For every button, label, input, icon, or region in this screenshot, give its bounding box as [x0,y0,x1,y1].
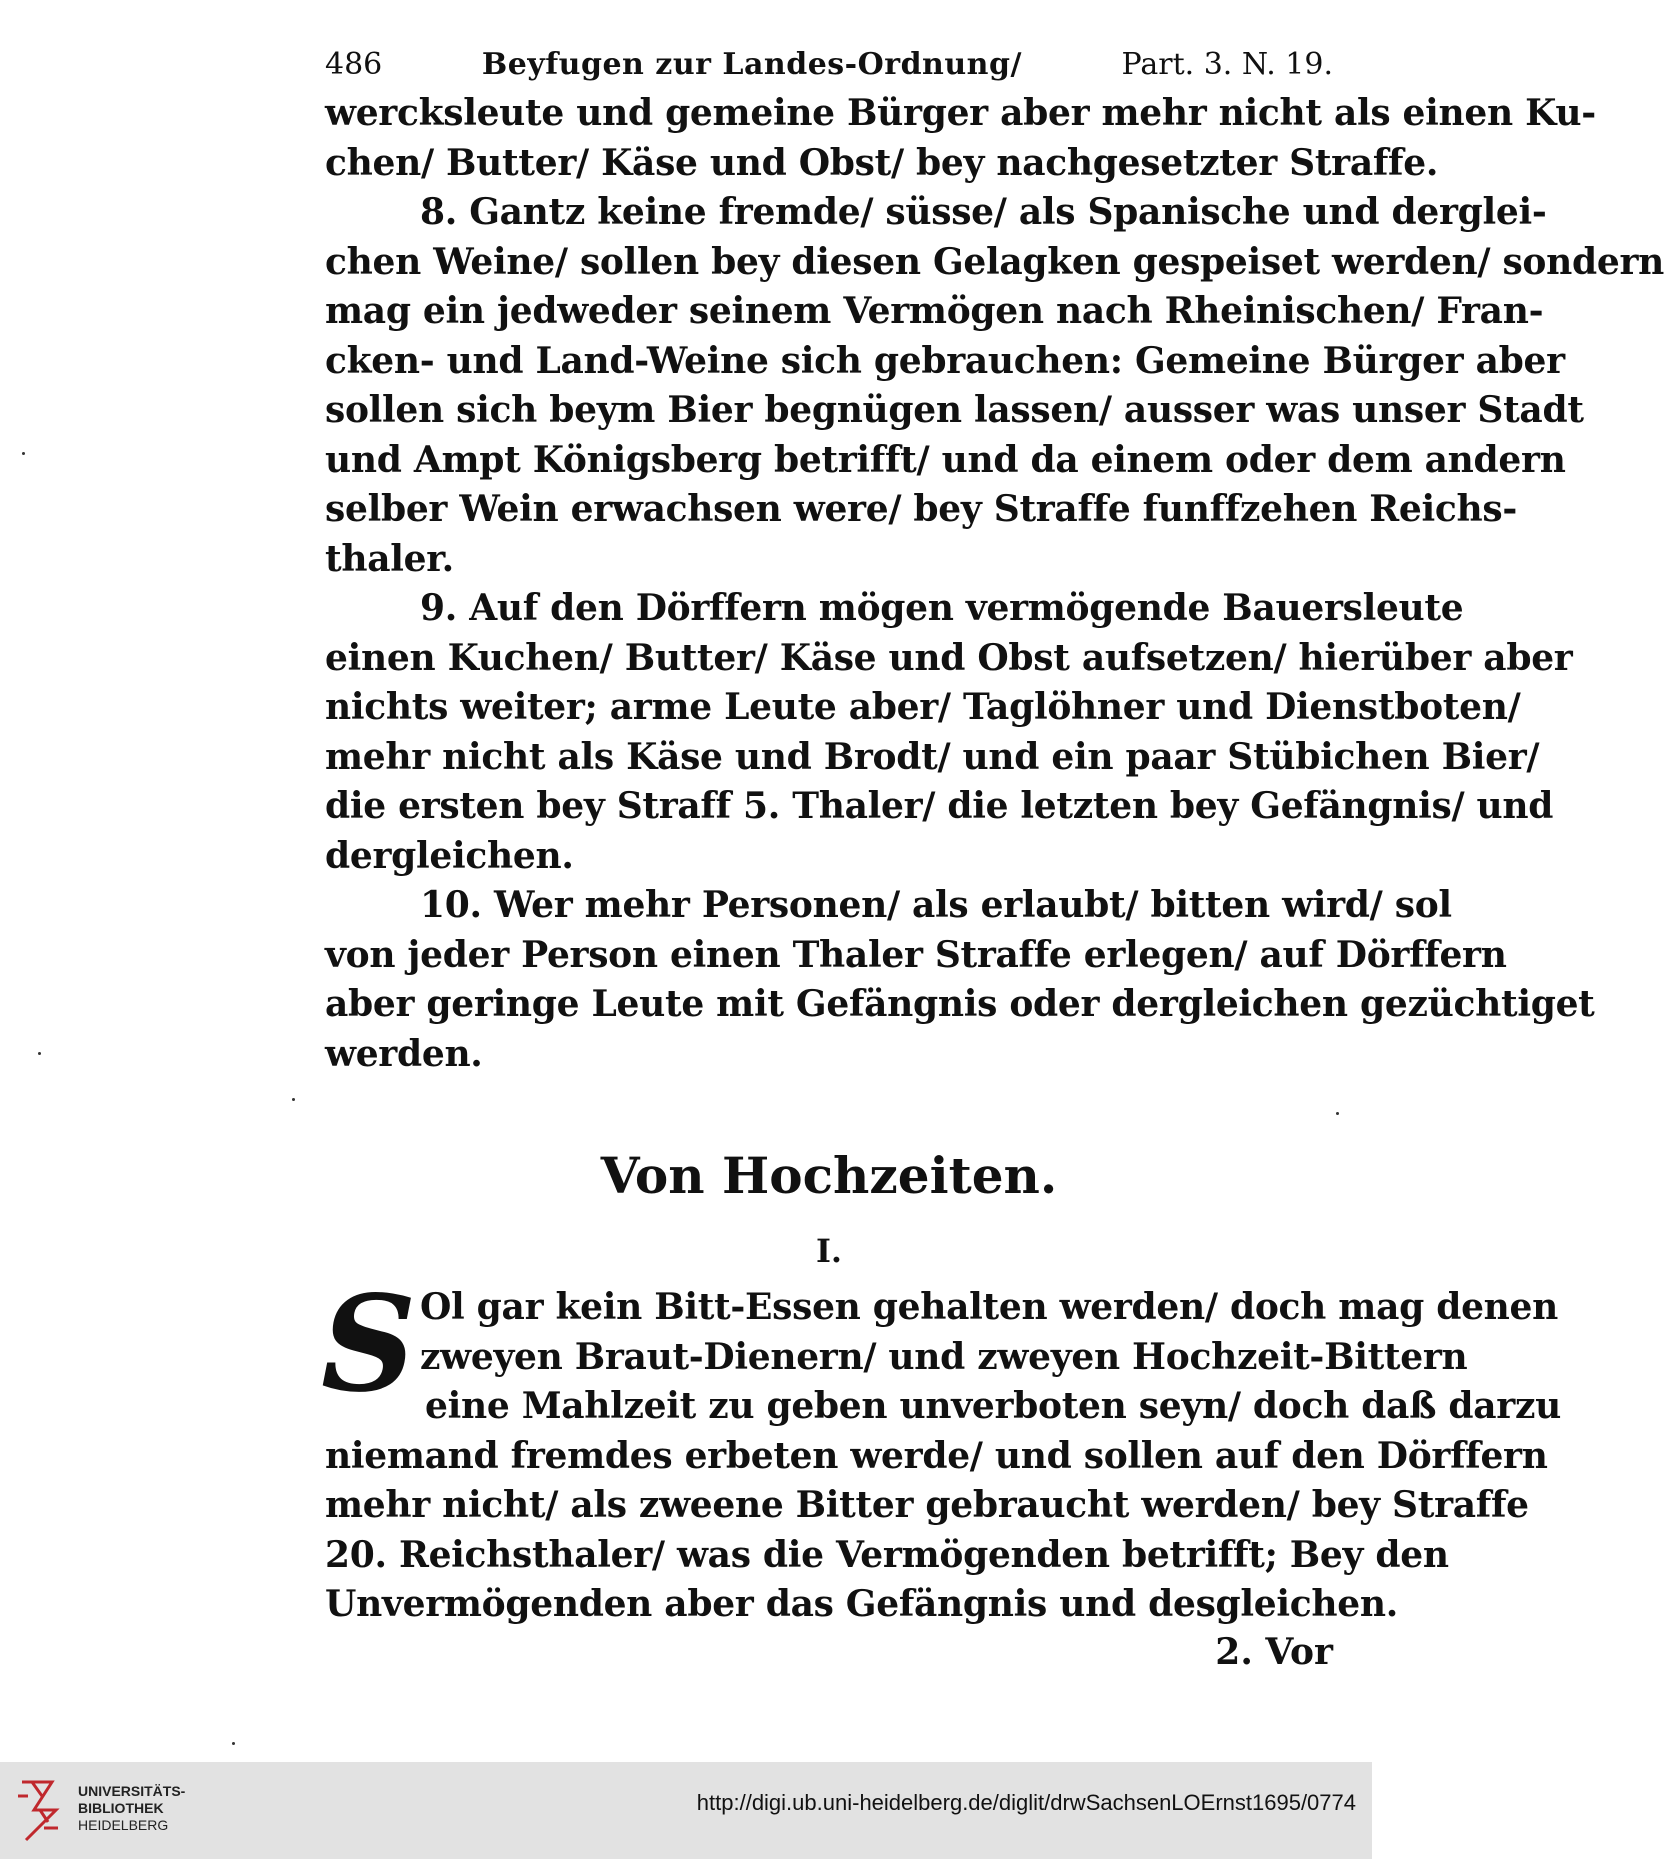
text-line: Unvermögenden aber das Gefängnis und desgleichen. [325,1583,1398,1625]
text-line: mehr nicht/ als zweene Bitter gebraucht werden/ bey Straffe [325,1484,1529,1526]
page-number: 486 [325,47,383,82]
text-line: nichts weiter; arme Leute aber/ Taglöhner und Dienstboten/ [325,686,1521,728]
text-line: von jeder Person einen Thaler Straffe erlegen/ auf Dörffern [325,933,1507,976]
text-line: cken- und Land-Weine sich gebrauchen: Gemeine Bürger aber [325,339,1565,382]
text-line: thaler. [325,537,454,580]
text-line: die ersten bey Straff 5. Thaler/ die letzten bey Gefängnis/ und [325,785,1554,827]
text-line: dergleichen. [325,834,574,877]
catchword: 2. Vor [1215,1630,1333,1673]
text-line: und Ampt Königsberg betrifft/ und da einem oder dem andern [325,438,1566,481]
library-name-line: BIBLIOTHEK [78,1800,164,1816]
library-logo-icon [14,1776,66,1846]
text-line: einen Kuchen/ Butter/ Käse und Obst aufsetzen/ hierüber aber [325,636,1573,679]
library-name-line: UNIVERSITÄTS- [78,1783,186,1799]
scan-speck [232,1742,235,1745]
article-number: I. [815,1232,843,1270]
text-line: aber geringe Leute mit Gefängnis oder dergleichen gezüchtiget [325,983,1595,1025]
text-line: chen Weine/ sollen bey diesen Gelagken gespeiset werden/ sondern [325,240,1664,283]
scan-speck [22,452,25,455]
text-line: wercksleute und gemeine Bürger aber mehr nicht als einen Ku- [325,92,1596,134]
library-name-line: HEIDELBERG [78,1817,169,1833]
text-line: eine Mahlzeit zu geben unverboten seyn/ doch daß darzu [425,1385,1561,1427]
section-reference: Part. 3. N. 19. [1121,47,1333,82]
running-title: Beyfugen zur Landes-Ordnung/ [481,47,1022,82]
text-line: 20. Reichsthaler/ was die Vermögenden betrifft; Bey den [325,1533,1449,1576]
permalink-url[interactable]: http://digi.ub.uni-heidelberg.de/diglit/drwSachsenLOErnst1695/0774 [696,1790,1356,1815]
page-text-block [321,45,1664,1674]
text-line: selber Wein erwachsen were/ bey Straffe funffzehen Reichs- [325,488,1518,530]
viewer-footer [0,1762,1372,1859]
text-line: sollen sich beym Bier begnügen lassen/ ausser was unser Stadt [325,389,1584,431]
scan-speck [292,1098,295,1101]
running-head [325,45,1333,85]
text-line: Ol gar kein Bitt-Essen gehalten werden/ doch mag denen [420,1286,1559,1328]
section-heading: Von Hochzeiten. [600,1146,1058,1205]
text-line: 10. Wer mehr Personen/ als erlaubt/ bitten wird/ sol [420,884,1452,926]
text-line: 9. Auf den Dörffern mögen vermögende Bauersleute [420,587,1464,629]
text-line: niemand fremdes erbeten werde/ und sollen auf den Dörffern [325,1434,1548,1477]
text-line: mehr nicht als Käse und Brodt/ und ein paar Stübichen Bier/ [325,735,1540,778]
text-line: werden. [325,1032,483,1075]
text-line: chen/ Butter/ Käse und Obst/ bey nachgesetzter Straffe. [325,141,1439,184]
text-line: mag ein jedweder seinem Vermögen nach Rheinischen/ Fran- [325,290,1544,332]
scan-speck [38,1052,41,1055]
scan-speck [1336,1112,1339,1115]
library-name [78,1783,185,1834]
text-line: 8. Gantz keine fremde/ süsse/ als Spanische und derglei- [420,191,1547,233]
drop-capital: S [321,1267,417,1422]
text-line: zweyen Braut-Dienern/ und zweyen Hochzeit-Bittern [420,1335,1468,1378]
article-paragraph [321,1267,1561,1630]
